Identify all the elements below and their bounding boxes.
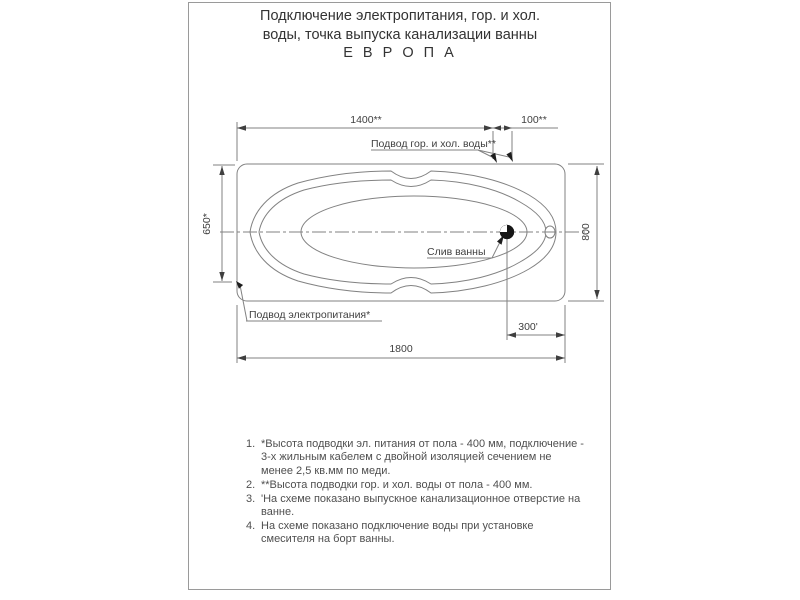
water-supply-label: Подвод гор. и хол. воды** xyxy=(371,138,496,150)
dim-text-300: 300' xyxy=(518,321,538,333)
notes-list xyxy=(246,438,586,547)
note-number: 3. xyxy=(246,492,256,505)
note-item-4 xyxy=(246,520,586,547)
title-line-1: Подключение электропитания, гор. и хол. xyxy=(260,8,540,24)
arrow-650-bottom xyxy=(219,272,224,281)
note-item-1 xyxy=(246,438,586,478)
arrow-300-left xyxy=(507,332,516,337)
drain-symbol xyxy=(500,225,514,239)
dim-text-1400: 1400** xyxy=(350,114,382,126)
note-number: 4. xyxy=(246,519,256,532)
power-leader xyxy=(240,285,247,321)
power-supply-label: Подвод электропитания* xyxy=(249,309,371,321)
dim-text-650: 650* xyxy=(201,213,213,235)
dim-text-1800: 1800 xyxy=(389,343,413,355)
arrow-800-top xyxy=(594,166,599,175)
model-name: Е В Р О П А xyxy=(343,45,457,61)
arrow-800-bottom xyxy=(594,290,599,299)
note-item-2 xyxy=(246,479,586,492)
note-item-3 xyxy=(246,493,586,520)
note-number: 1. xyxy=(246,438,256,450)
drain-label: Слив ванны xyxy=(427,246,486,258)
arrow-100-right xyxy=(504,125,512,130)
title-line-2: воды, точка выпуска канализации ванны xyxy=(262,26,538,43)
arrow-650-top xyxy=(219,166,224,175)
arrow-1400-left xyxy=(237,125,246,131)
note-text: На схеме показано подключение воды при установке смесителя на борт ванны. xyxy=(261,519,534,546)
arrow-1800-right xyxy=(556,355,565,360)
note-text: **Высота подводки гор. и хол. воды от пола - 400 мм. xyxy=(261,478,533,491)
note-text: 'На схеме показано выпускное канализационное отверстие на ванне. xyxy=(261,492,581,519)
arrow-300-right xyxy=(556,332,565,337)
dim-text-100: 100** xyxy=(521,114,547,126)
leader-arrows xyxy=(236,152,513,289)
note-text: *Высота подводки эл. питания от пола - 400 мм, подключение - 3-х жильным кабелем с двойной изоляцией сечением не менее 2,5 кв.мм по меди. xyxy=(261,438,584,477)
note-number: 2. xyxy=(246,478,256,491)
water-leader-1 xyxy=(478,150,494,158)
arrow-100-left xyxy=(493,125,501,130)
arrow-1800-left xyxy=(237,355,246,360)
dim-text-800: 800 xyxy=(580,223,592,241)
arrow-1400-right xyxy=(484,125,493,131)
